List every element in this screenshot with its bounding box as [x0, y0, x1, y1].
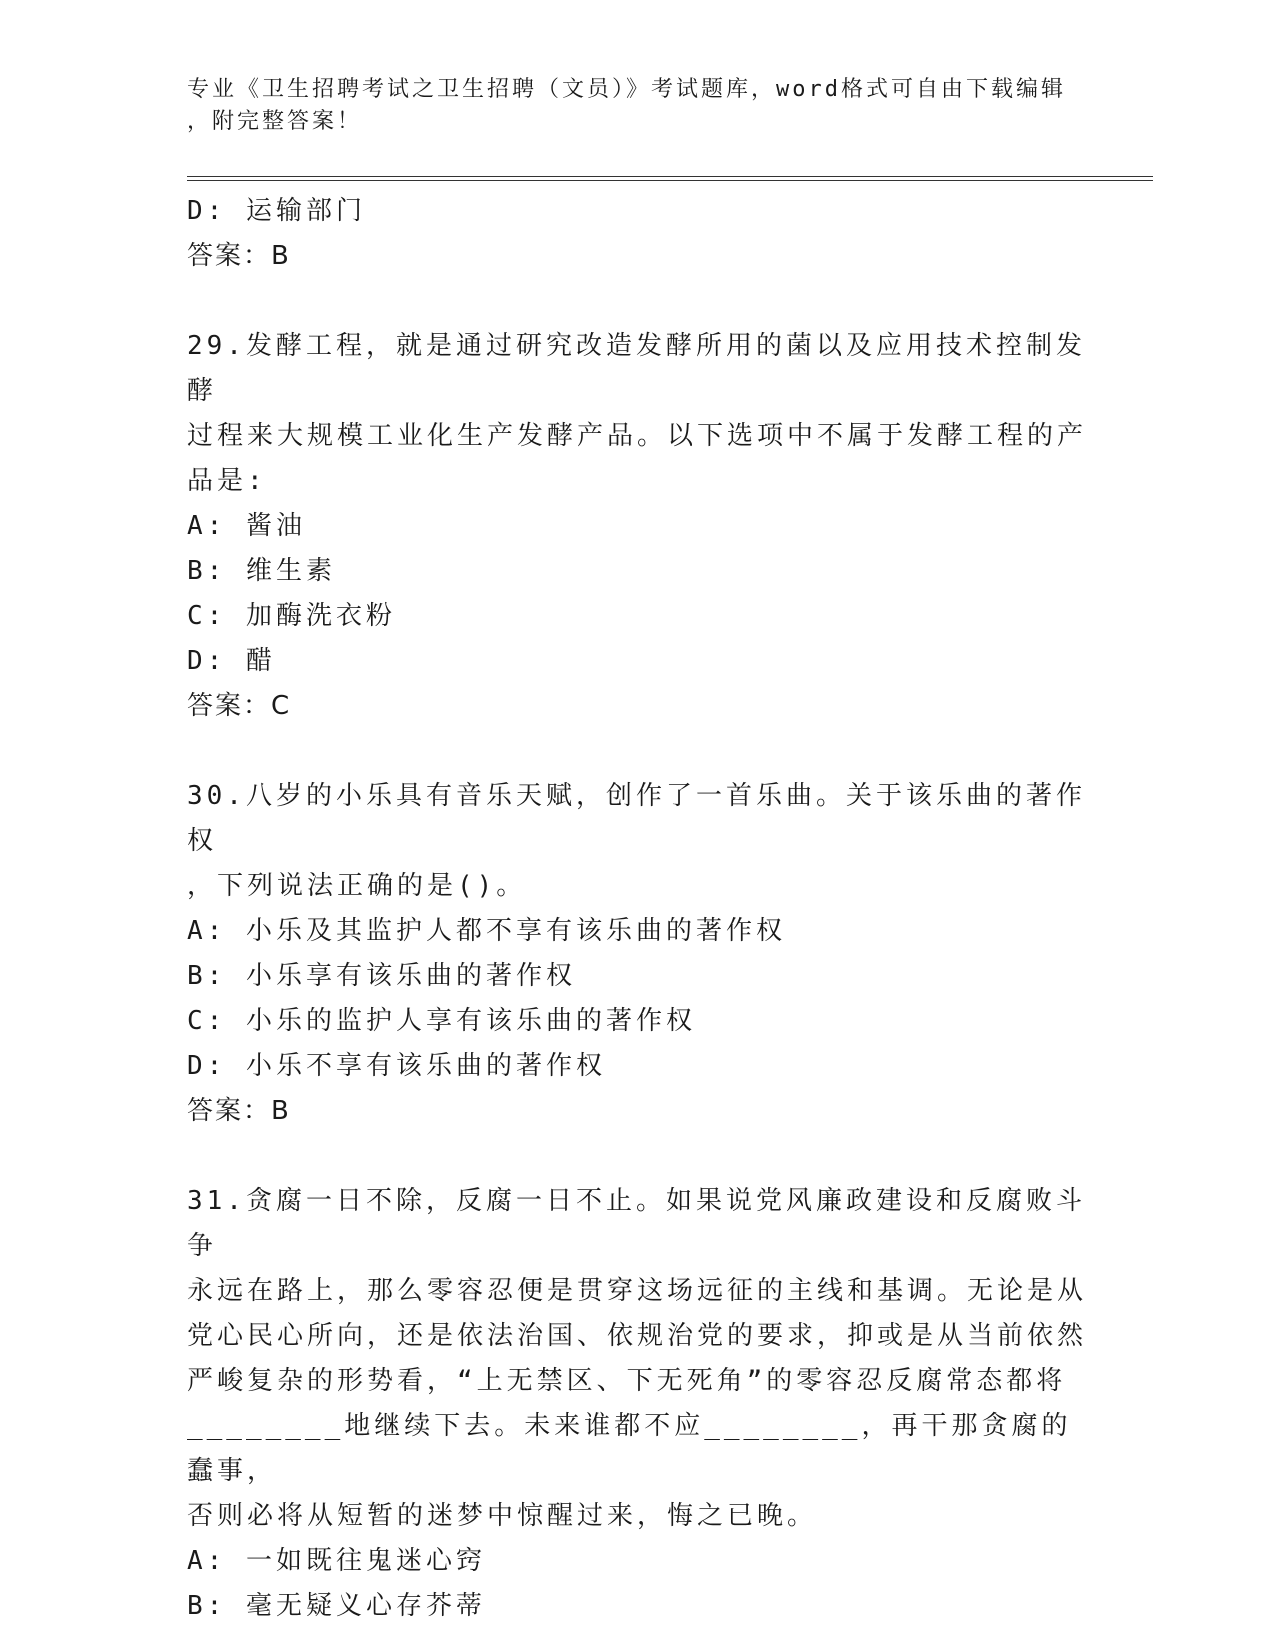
- question-30-line: 30.八岁的小乐具有音乐天赋，创作了一首乐曲。关于该乐曲的著作权: [187, 781, 1086, 856]
- question-31-line: 否则必将从短暂的迷梦中惊醒过来，悔之已晚。: [187, 1501, 818, 1531]
- question-30-answer: 答案：B: [187, 1096, 291, 1126]
- question-29-option-b: B: 维生素: [187, 556, 336, 586]
- question-29-option-d: D: 醋: [187, 646, 276, 676]
- spacer: [187, 1134, 1087, 1179]
- question-29-option-a: A: 酱油: [187, 511, 306, 541]
- page-header: 专业《卫生招聘考试之卫生招聘（文员）》考试题库，word格式可自由下载编辑 ，附完整答案！: [187, 77, 1066, 134]
- prev-option-d: D: 运输部门: [187, 196, 366, 226]
- question-30-option-a: A: 小乐及其监护人都不享有该乐曲的著作权: [187, 916, 786, 946]
- question-29-line: 品是:: [187, 466, 267, 496]
- question-30-line: ，下列说法正确的是()。: [187, 871, 527, 901]
- question-31: [187, 1179, 1087, 1629]
- question-30-option-d: D: 小乐不享有该乐曲的著作权: [187, 1051, 606, 1081]
- question-content: [187, 189, 1087, 1629]
- question-29-line: 29.发酵工程，就是通过研究改造发酵所用的菌以及应用技术控制发酵: [187, 331, 1086, 406]
- question-31-option-b: B: 毫无疑义心存芥蒂: [187, 1591, 486, 1621]
- question-31-option-a: A: 一如既往鬼迷心窍: [187, 1546, 486, 1576]
- question-31-line: 党心民心所向，还是依法治国、依规治党的要求，抑或是从当前依然: [187, 1321, 1088, 1351]
- question-30-option-b: B: 小乐享有该乐曲的著作权: [187, 961, 576, 991]
- header-rule-bottom: [187, 180, 1153, 181]
- question-30: [187, 774, 1087, 1134]
- spacer: [187, 279, 1087, 324]
- header-rule-top: [187, 176, 1153, 177]
- prev-answer: 答案：B: [187, 241, 291, 271]
- question-29-answer: 答案：C: [187, 691, 292, 721]
- spacer: [187, 729, 1087, 774]
- question-29-option-c: C: 加酶洗衣粉: [187, 601, 396, 631]
- question-31-line: 严峻复杂的形势看，“上无禁区、下无死角”的零容忍反腐常态都将: [187, 1366, 1067, 1396]
- question-31-line: 31.贪腐一日不除，反腐一日不止。如果说党风廉政建设和反腐败斗争: [187, 1186, 1086, 1261]
- question-31-line: ________地继续下去。未来谁都不应________，再干那贪腐的蠢事，: [187, 1411, 1072, 1486]
- question-30-option-c: C: 小乐的监护人享有该乐曲的著作权: [187, 1006, 696, 1036]
- question-29-line: 过程来大规模工业化生产发酵产品。以下选项中不属于发酵工程的产: [187, 421, 1088, 451]
- question-29: [187, 324, 1087, 729]
- question-31-line: 永远在路上，那么零容忍便是贯穿这场远征的主线和基调。无论是从: [187, 1276, 1088, 1306]
